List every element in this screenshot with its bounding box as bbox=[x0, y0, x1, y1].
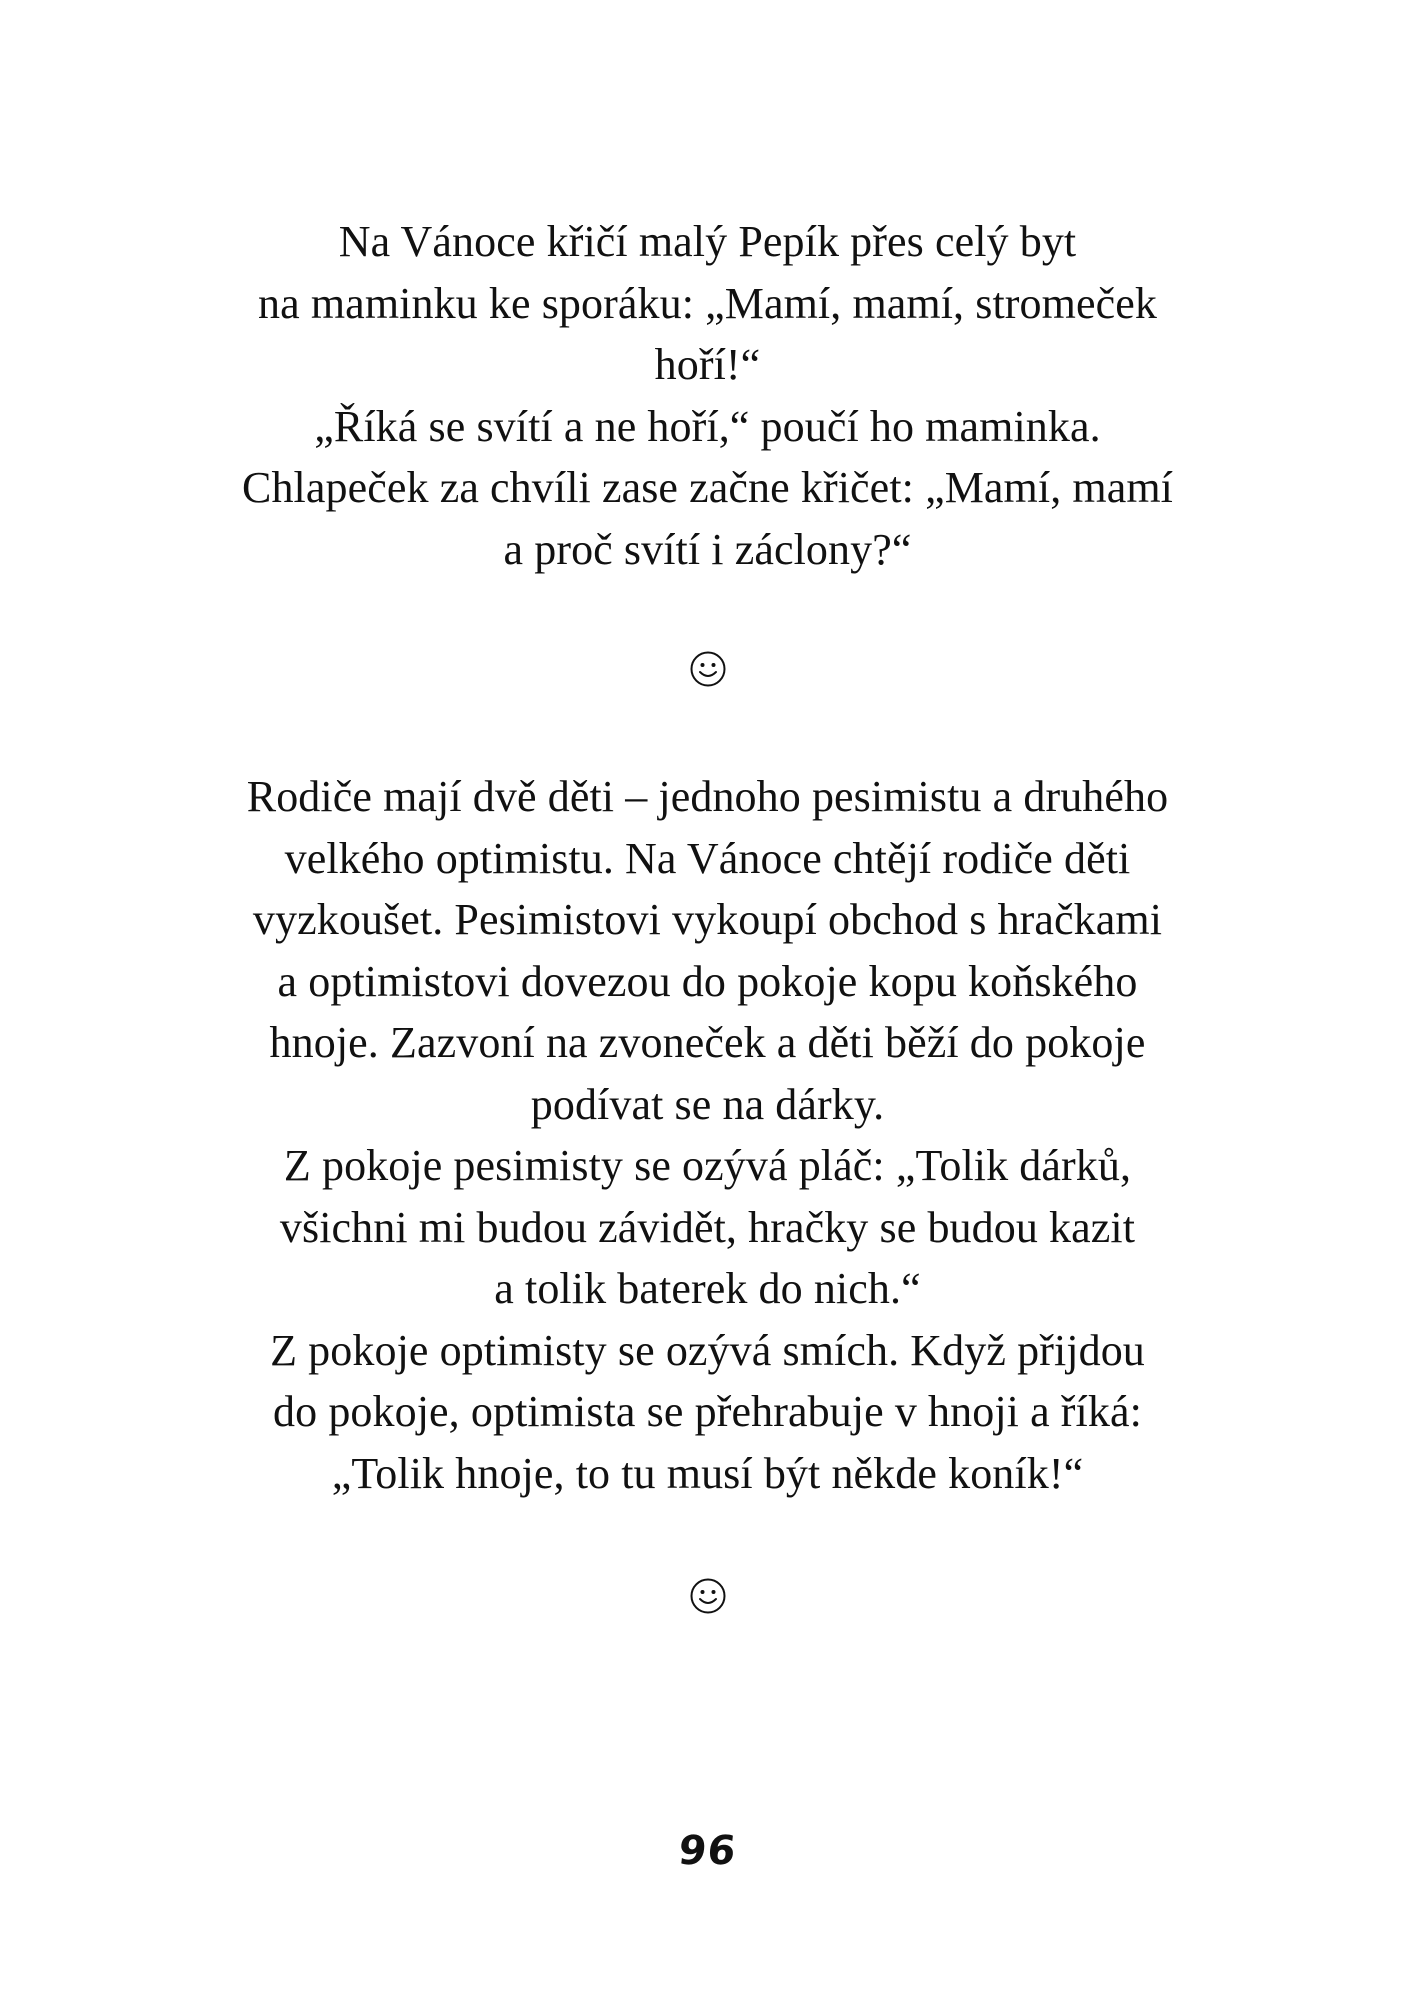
joke-separator bbox=[0, 650, 1415, 694]
joke-line: vyzkoušet. Pesimistovi vykoupí obchod s hračkami bbox=[252, 895, 1163, 944]
joke-line: „Tolik hnoje, to tu musí být někde koník!“ bbox=[331, 1448, 1084, 1498]
smiley-icon bbox=[689, 650, 727, 688]
smiley-icon bbox=[689, 1577, 727, 1615]
joke-paragraph bbox=[0, 211, 1415, 580]
joke-line: velkého optimistu. Na Vánoce chtějí rodiče děti bbox=[284, 833, 1131, 883]
joke-paragraph bbox=[0, 766, 1415, 1504]
joke-line: hnoje. Zazvoní na zvoneček a děti běží do pokoje bbox=[269, 1018, 1146, 1067]
joke-line: hoří!“ bbox=[654, 340, 761, 389]
joke-line: Na Vánoce křičí malý Pepík přes celý byt bbox=[338, 217, 1077, 266]
joke-line: na maminku ke sporáku: „Mamí, mamí, stromeček bbox=[258, 278, 1157, 328]
joke-line: Z pokoje optimisty se ozývá smích. Když přijdou bbox=[270, 1325, 1145, 1375]
joke-line: Z pokoje pesimisty se ozývá pláč: „Tolik dárků, bbox=[283, 1141, 1132, 1190]
joke-line: a optimistovi dovezou do pokoje kopu koňského bbox=[277, 956, 1138, 1006]
joke-line: podívat se na dárky. bbox=[530, 1079, 885, 1129]
joke-line: „Říká se svítí a ne hoří,“ poučí ho maminka. bbox=[314, 401, 1101, 451]
joke-line: Rodiče mají dvě děti – jednoho pesimistu a druhého bbox=[246, 772, 1169, 821]
joke-line: do pokoje, optimista se přehrabuje v hnoji a říká: bbox=[273, 1387, 1142, 1436]
page-number: 96 bbox=[676, 1828, 739, 1874]
joke-separator bbox=[0, 1577, 1415, 1621]
joke-line: všichni mi budou závidět, hračky se budou kazit bbox=[279, 1202, 1136, 1252]
joke-line: a tolik baterek do nich.“ bbox=[494, 1264, 921, 1313]
joke-line: Chlapeček za chvíli zase začne křičet: „Mamí, mamí bbox=[242, 463, 1173, 512]
joke-line: a proč svítí i záclony?“ bbox=[503, 524, 912, 574]
